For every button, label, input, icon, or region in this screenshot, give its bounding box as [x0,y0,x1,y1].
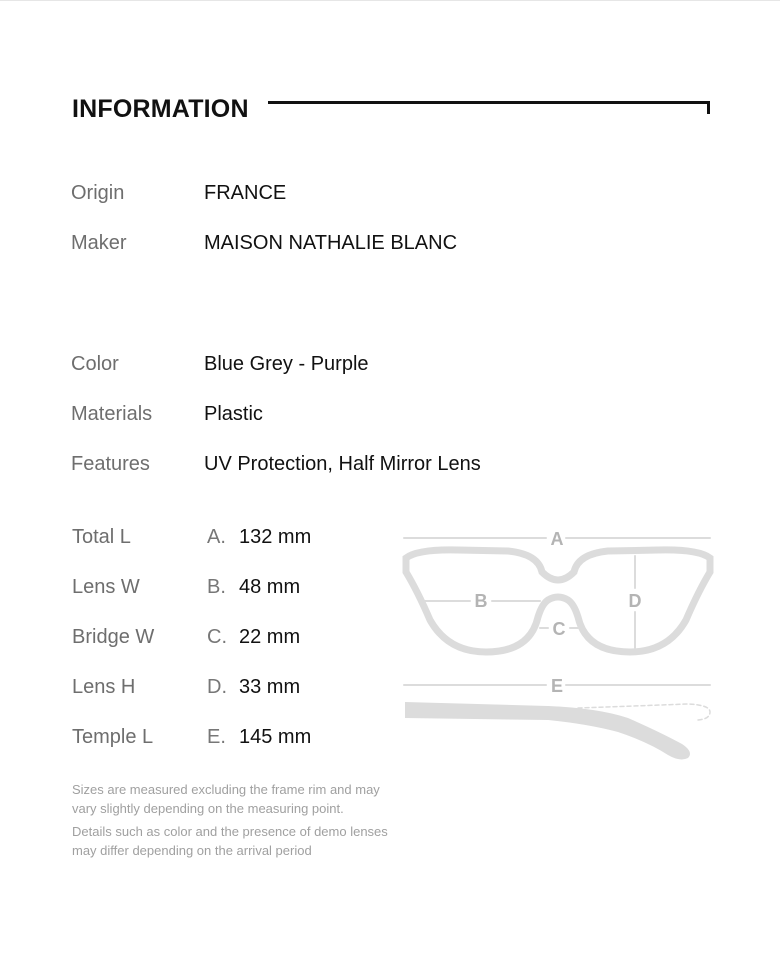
section-title: INFORMATION [72,95,249,123]
size-letter: E. [207,726,226,748]
info-value: FRANCE [204,182,287,204]
diagram-label-a: A [550,529,564,549]
info-value: Blue Grey - Purple [204,353,369,375]
size-value: 48 mm [239,576,301,598]
temple-arm-shape [405,702,690,759]
info-label: Color [71,353,119,375]
measurement-note: Sizes are measured excluding the frame rim and may vary slightly depending on the measuring point. [72,782,380,816]
diagram-label-e: E [550,676,564,696]
size-label: Lens W [72,576,140,598]
size-value: 22 mm [239,626,301,648]
size-label: Temple L [72,726,154,748]
size-letter: A. [207,526,226,548]
info-value: UV Protection, Half Mirror Lens [204,453,481,475]
title-rule [268,101,710,104]
info-label: Origin [71,182,125,204]
top-divider [0,0,780,1]
info-value: Plastic [204,403,263,425]
size-value: 132 mm [239,526,312,548]
size-label: Total L [72,526,131,548]
info-label: Maker [71,232,127,254]
info-label: Features [71,453,150,475]
info-value: MAISON NATHALIE BLANC [204,232,458,254]
diagram-label-d: D [628,591,642,611]
info-label: Materials [71,403,153,425]
size-letter: B. [207,576,226,598]
title-rule-end [707,101,710,114]
size-letter: D. [207,676,227,698]
diagram-label-b: B [474,591,488,611]
diagram-label-c: C [552,619,566,639]
size-label: Lens H [72,676,136,698]
size-value: 33 mm [239,676,301,698]
details-note: Details such as color and the presence of demo lenses may differ depending on the arrival period [72,824,388,858]
glasses-size-diagram [398,522,718,767]
size-letter: C. [207,626,227,648]
size-value: 145 mm [239,726,312,748]
size-label: Bridge W [72,626,155,648]
